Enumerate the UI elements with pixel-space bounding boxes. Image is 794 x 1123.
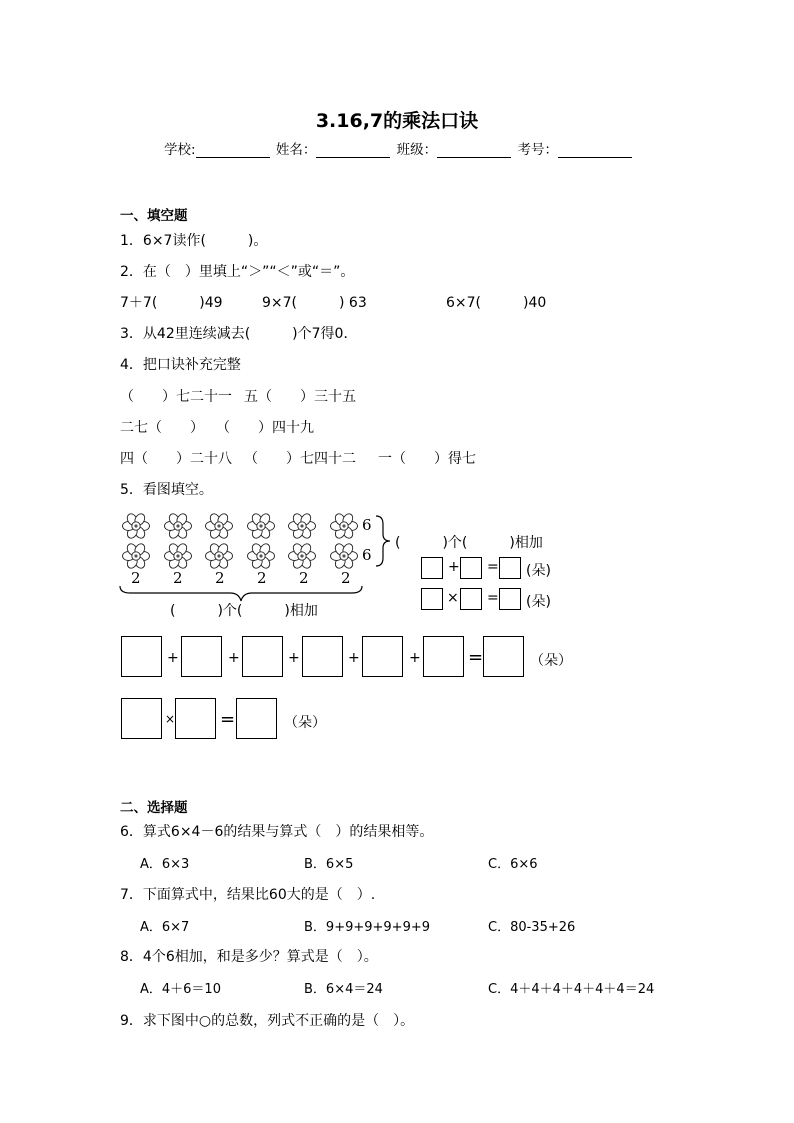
q2-item-1: 7＋7( )49 — [120, 295, 223, 311]
row-count-2: 6 — [362, 546, 372, 564]
big-add-box-7[interactable] — [483, 636, 524, 677]
big-mul-box-2[interactable] — [175, 698, 216, 739]
small-eq1-plus: + — [448, 559, 460, 575]
col-count-2: 2 — [173, 569, 183, 587]
q8-option-a[interactable]: A．4＋6＝10 — [140, 982, 221, 997]
col-count-1: 2 — [131, 569, 141, 587]
q4-row2-item1: 二七（ ） — [120, 420, 204, 436]
question-1: 1．6×7读作( )。 — [120, 233, 268, 249]
q4-row2-item2: （ ）四十九 — [216, 420, 314, 436]
school-label: 学校: — [164, 142, 196, 158]
bottom-addition-prompt: ( )个( )相加 — [170, 603, 318, 619]
question-7: 7．下面算式中，结果比60大的是（ ）. — [120, 887, 376, 903]
q7-option-a[interactable]: A．6×7 — [140, 920, 190, 935]
big-add-plus-1: + — [167, 650, 179, 666]
col-count-5: 2 — [299, 569, 309, 587]
flower-icon — [329, 542, 359, 570]
flower-icon — [121, 512, 151, 540]
small-eq2-box-3[interactable] — [499, 588, 521, 610]
question-6: 6．算式6×4－6的结果与算式（ ）的结果相等。 — [120, 824, 434, 840]
big-mul-box-3[interactable] — [236, 698, 277, 739]
small-eq1-box-3[interactable] — [499, 557, 521, 579]
small-eq2-equals: = — [487, 590, 499, 606]
small-eq2-times: × — [447, 590, 459, 606]
big-add-plus-5: + — [409, 650, 421, 666]
big-add-unit: （朵） — [530, 653, 572, 669]
q8-option-c[interactable]: C．4＋4＋4＋4＋4＋4＝24 — [488, 982, 655, 997]
big-add-equals: = — [468, 647, 484, 668]
q4-row3-item1: 四（ ）二十八 — [120, 451, 232, 467]
q4-row3-item3: 一（ ）得七 — [378, 451, 476, 467]
big-add-box-5[interactable] — [362, 636, 403, 677]
question-3: 3．从42里连续减去( )个7得0． — [120, 326, 358, 342]
page-title: 3.16,7的乘法口诀 — [315, 110, 479, 132]
small-eq1-equals: = — [487, 559, 499, 575]
big-mul-box-1[interactable] — [121, 698, 162, 739]
big-mul-times: × — [165, 712, 176, 726]
student-info-line — [164, 138, 634, 158]
big-mul-equals: = — [220, 709, 236, 730]
small-eq1-unit: (朵) — [526, 563, 551, 579]
big-mul-unit: （朵） — [284, 715, 326, 731]
class-blank[interactable] — [437, 143, 511, 158]
section-heading-choice: 二、选择题 — [120, 800, 188, 816]
flower-icon — [287, 542, 317, 570]
question-5: 5．看图填空。 — [120, 482, 213, 498]
flower-icon — [246, 542, 276, 570]
col-count-4: 2 — [257, 569, 267, 587]
small-eq2-box-2[interactable] — [460, 588, 482, 610]
name-blank[interactable] — [316, 143, 390, 158]
q8-option-b[interactable]: B．6×4＝24 — [304, 982, 383, 997]
question-2: 2．在（ ）里填上“＞”“＜”或“＝”。 — [120, 264, 355, 280]
small-eq2-box-1[interactable] — [421, 588, 443, 610]
flower-icon — [204, 512, 234, 540]
row-count-1: 6 — [362, 516, 372, 534]
big-add-plus-4: + — [348, 650, 360, 666]
q4-row1-item1: （ ）七二十一 — [120, 389, 232, 405]
big-add-box-2[interactable] — [181, 636, 222, 677]
exam-no-blank[interactable] — [558, 143, 632, 158]
section-heading-fill: 一、填空题 — [120, 208, 188, 224]
exam-no-label: 考号： — [517, 142, 558, 158]
q4-row3-item2: （ ）七四十二 — [244, 451, 356, 467]
q2-item-2: 9×7( ) 63 — [262, 295, 367, 311]
flower-icon — [121, 542, 151, 570]
q6-option-a[interactable]: A．6×3 — [140, 857, 190, 872]
question-8: 8．4个6相加，和是多少？算式是（ ）。 — [120, 949, 378, 965]
flower-icon — [329, 512, 359, 540]
question-4: 4．把口诀补充完整 — [120, 357, 241, 373]
flower-icon — [204, 542, 234, 570]
big-add-box-6[interactable] — [423, 636, 464, 677]
small-eq2-unit: (朵) — [526, 594, 551, 610]
q2-item-3: 6×7( )40 — [446, 295, 547, 311]
right-addition-prompt: ( )个( )相加 — [395, 535, 543, 551]
col-count-3: 2 — [215, 569, 225, 587]
q4-row1-item2: 五（ ）三十五 — [244, 389, 356, 405]
q6-option-b[interactable]: B．6×5 — [304, 857, 354, 872]
flower-icon — [163, 512, 193, 540]
question-9: 9．求下图中○的总数，列式不正确的是（ ）。 — [120, 1013, 415, 1029]
big-add-box-1[interactable] — [121, 636, 162, 677]
q6-option-c[interactable]: C．6×6 — [488, 857, 538, 872]
flower-icon — [163, 542, 193, 570]
school-blank[interactable] — [196, 143, 270, 158]
class-label: 班级： — [396, 142, 438, 158]
q7-option-c[interactable]: C．80-35+26 — [488, 920, 576, 935]
q7-option-b[interactable]: B．9+9+9+9+9+9 — [304, 920, 431, 935]
big-add-box-4[interactable] — [302, 636, 343, 677]
flower-icon — [246, 512, 276, 540]
big-add-plus-2: + — [228, 650, 240, 666]
big-add-plus-3: + — [288, 650, 300, 666]
flower-icon — [287, 512, 317, 540]
small-eq1-box-1[interactable] — [421, 557, 443, 579]
col-count-6: 2 — [341, 569, 351, 587]
right-brace-icon — [374, 514, 394, 568]
small-eq1-box-2[interactable] — [460, 557, 482, 579]
big-add-box-3[interactable] — [242, 636, 283, 677]
name-label: 姓名： — [275, 142, 317, 158]
